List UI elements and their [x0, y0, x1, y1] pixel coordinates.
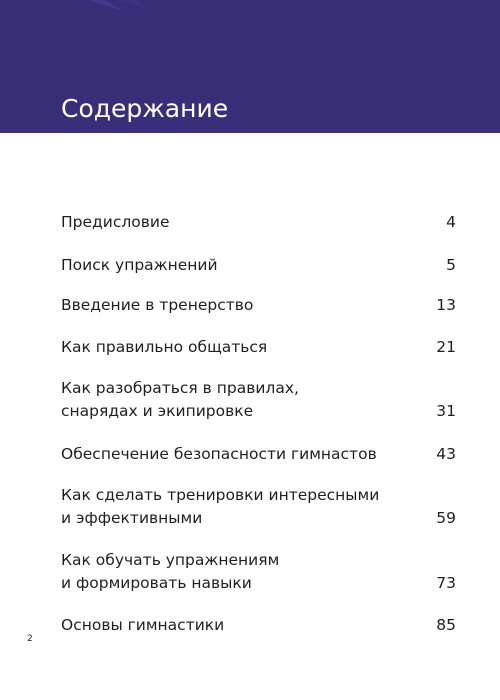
toc-entry[interactable]: [61, 549, 456, 595]
toc-entry[interactable]: [61, 484, 456, 530]
table-of-contents: [61, 0, 456, 700]
toc-entry-title: Как сделать тренировки интересными и эффективными: [61, 486, 380, 527]
toc-entry[interactable]: [61, 614, 456, 637]
toc-entry-page: 85: [436, 616, 456, 634]
toc-entry-page: 5: [446, 256, 456, 274]
toc-entry[interactable]: [61, 211, 456, 234]
toc-entry[interactable]: [61, 254, 456, 277]
toc-entry-title: Поиск упражнений: [61, 256, 218, 274]
toc-entry-title: Как правильно общаться: [61, 338, 268, 356]
toc-entry-title: Предисловие: [61, 213, 170, 231]
toc-entry-page: 59: [436, 509, 456, 527]
toc-entry[interactable]: [61, 377, 456, 423]
toc-entry-page: 43: [436, 445, 456, 463]
toc-entry[interactable]: [61, 336, 456, 359]
toc-entry-page: 73: [436, 574, 456, 592]
toc-entry-title: Как обучать упражнениям и формировать навыки: [61, 551, 280, 592]
toc-entry-title: Как разобраться в правилах, снарядах и экипировке: [61, 379, 299, 420]
toc-entry-title: Основы гимнастики: [61, 616, 225, 634]
toc-entry-page: 31: [436, 402, 456, 420]
page-title: Содержание: [61, 94, 229, 123]
toc-entry-title: Введение в тренерство: [61, 296, 254, 314]
toc-entry-title: Обеспечение безопасности гимнастов: [61, 445, 377, 463]
toc-entry[interactable]: [61, 294, 456, 317]
toc-entry-page: 13: [436, 296, 456, 314]
page-number: 2: [27, 634, 33, 644]
toc-entry-page: 21: [436, 338, 456, 356]
toc-entry-page: 4: [446, 213, 456, 231]
toc-entry[interactable]: [61, 443, 456, 466]
